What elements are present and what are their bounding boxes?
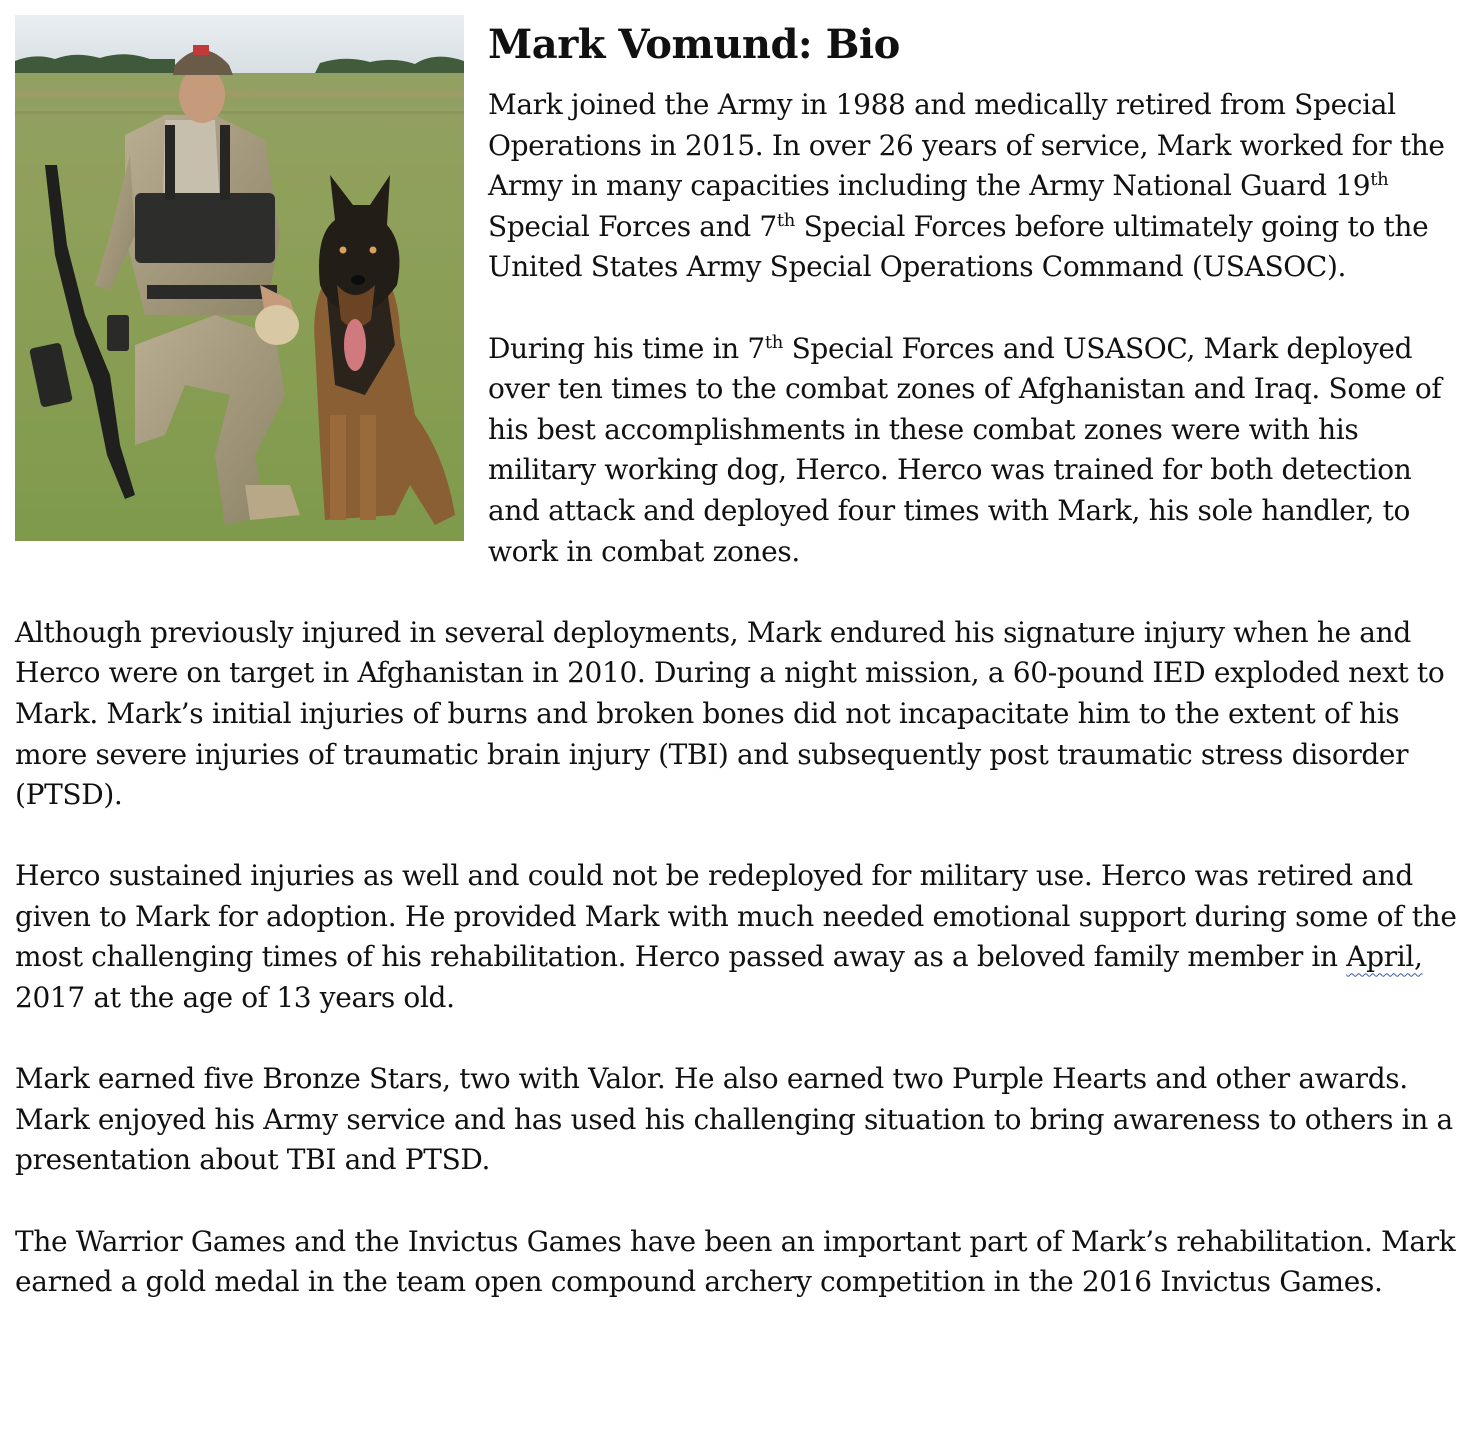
paragraph-herco: Herco sustained injuries as well and could not be redeployed for military use. Herco was retired and given to Mark for adoption. He provided Mark with much needed emotional support during some of the most challenging times of his rehabilitation. Herco passed away as a beloved family member in April, 2017 at the age of 13 years old. [15, 859, 1457, 1015]
paragraph-injury: Although previously injured in several deployments, Mark endured his signature injury when he and Herco were on target in Afghanistan in 2010. During a night mission, a 60-pound IED exploded next to Mark. Mark’s initial injuries of burns and broken bones did not incapacitate him to the extent of his more severe injuries of traumatic brain injury (TBI) and subsequently post traumatic stress disorder (PTSD). [15, 615, 1445, 812]
paragraph-awards: Mark earned five Bronze Stars, two with Valor. He also earned two Purple Hearts and other awards. Mark enjoyed his Army service and has used his challenging situation to bring awareness to others in a presentation about TBI and PTSD. [15, 1062, 1453, 1177]
paragraph-deployments: During his time in 7th Special Forces and USASOC, Mark deployed over ten times to the combat zones of Afghanistan and Iraq. Some of his best accomplishments in these combat zones were with his military working dog, Herco. Herco was trained for both detection and attack and deployed four times with Mark, his sole handler, to work in combat zones. [488, 331, 1442, 568]
paragraph-service-history: Mark joined the Army in 1988 and medically retired from Special Operations in 2015. In over 26 years of service, Mark worked for the Army in many capacities including the Army National Guard 19th Special Forces and 7th Special Forces before ultimately going to the United States Army Special Operations Command (USASOC). [488, 88, 1445, 284]
soldier-with-dog-photo [15, 15, 464, 541]
spellcheck-flagged-word[interactable]: April, [1346, 940, 1423, 974]
paragraph-games: The Warrior Games and the Invictus Games have been an important part of Mark’s rehabilitation. Mark earned a gold medal in the team open compound archery competition in the 2016 Invictus Games. [15, 1224, 1456, 1299]
page-title: Mark Vomund: Bio [488, 21, 900, 68]
document-page [15, 15, 1467, 1303]
